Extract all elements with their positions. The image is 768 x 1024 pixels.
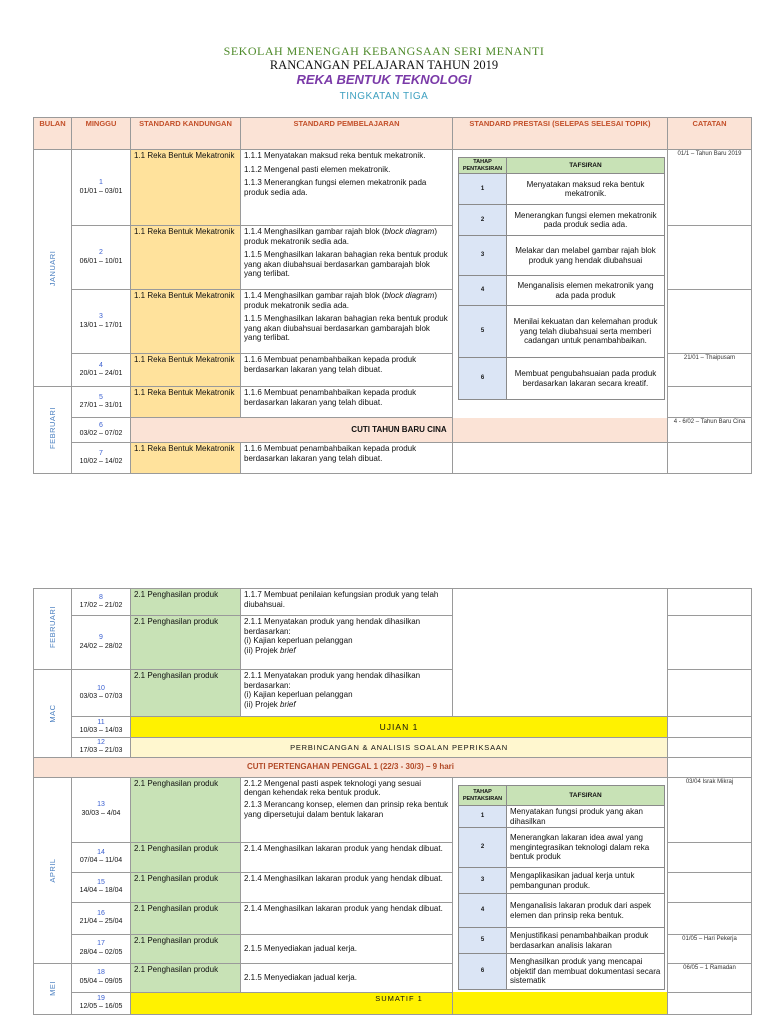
sk-cell: 2.1 Penghasilan produk: [131, 616, 241, 670]
school-name: SEKOLAH MENENGAH KEBANGSAAN SERI MENANTI: [223, 44, 545, 58]
sp-cell: 2.1.4 Menghasilkan lakaran produk yang hendak dibuat.: [241, 842, 453, 872]
week-cell: 18 05/04 – 09/05: [72, 963, 131, 992]
subject-title: REKA BENTUK TEKNOLOGI: [296, 72, 472, 87]
sk-cell: 2.1 Penghasilan produk: [131, 670, 241, 717]
col-week: MINGGU: [72, 118, 131, 150]
note-cell: [668, 387, 752, 418]
week-cell: 3 13/01 – 17/01: [72, 290, 131, 354]
table-row: [34, 757, 752, 777]
tahap-header: TAHAP PENTAKSIRAN: [459, 158, 507, 174]
level-cell: 6: [459, 358, 507, 400]
note-cell: [668, 717, 752, 738]
week-cell: 13 30/03 – 4/04: [72, 777, 131, 842]
desc-cell: Membuat pengubahsuaian pada produk berdasarkan lakaran secara kreatif.: [507, 358, 665, 400]
level-cell: 5: [459, 928, 507, 954]
table-row: [34, 418, 752, 443]
desc-cell: Mengaplikasikan jadual kerja untuk pembangunan produk.: [507, 868, 665, 894]
week-cell: 1 01/01 – 03/01: [72, 150, 131, 226]
month-cell: MAC: [34, 670, 72, 758]
desc-cell: Menerangkan fungsi elemen mekatronik pada produk sedia ada.: [507, 205, 665, 236]
table-header-row: [34, 118, 752, 150]
sumatif-banner: SUMATIF 1: [131, 992, 668, 1014]
assessment-table-2: [458, 785, 665, 990]
midterm-holiday-banner: CUTI PERTENGAHAN PENGGAL 1 (22/3 - 30/3) – 9 hari: [34, 757, 668, 777]
note-cell: 01/1 – Tahun Baru 2019: [668, 150, 752, 226]
sp-cell: 2.1.5 Menyediakan jadual kerja.: [241, 934, 453, 963]
desc-cell: Menghasilkan produk yang mencapai objektif dan membuat dokumentasi secara sistematik: [507, 954, 665, 990]
level-cell: 4: [459, 894, 507, 928]
level-cell: 6: [459, 954, 507, 990]
level-cell: 3: [459, 868, 507, 894]
week-cell: 19 12/05 – 16/05: [72, 992, 131, 1014]
week-cell: 4 20/01 – 24/01: [72, 354, 131, 387]
note-cell: [668, 738, 752, 758]
note-cell: [668, 443, 752, 474]
week-cell: 2 06/01 – 10/01: [72, 226, 131, 290]
note-cell: [668, 670, 752, 717]
week-cell: 12 17/03 – 21/03: [72, 738, 131, 758]
assessment-table-1: [458, 157, 665, 400]
sk-cell: 1.1 Reka Bentuk Mekatronik: [131, 226, 241, 290]
week-cell: 10 03/03 – 07/03: [72, 670, 131, 717]
sk-cell: 2.1 Penghasilan produk: [131, 934, 241, 963]
sk-cell: 2.1 Penghasilan produk: [131, 963, 241, 992]
table-row: [34, 717, 752, 738]
sk-cell: 1.1 Reka Bentuk Mekatronik: [131, 443, 241, 474]
note-cell: [668, 902, 752, 934]
desc-cell: Menganalisis elemen mekatronik yang ada pada produk: [507, 276, 665, 306]
col-sp: STANDARD PEMBELAJARAN: [241, 118, 453, 150]
sk-cell: 2.1 Penghasilan produk: [131, 842, 241, 872]
week-cell: 16 21/04 – 25/04: [72, 902, 131, 934]
sp-cell: 2.1.4 Menghasilkan lakaran produk yang hendak dibuat.: [241, 902, 453, 934]
week-cell: 14 07/04 – 11/04: [72, 842, 131, 872]
note-cell: 21/01 – Thaipusam: [668, 354, 752, 387]
desc-cell: Menjustifikasi penambahbaikan produk berdasarkan analisis lakaran: [507, 928, 665, 954]
level-cell: 1: [459, 806, 507, 828]
desc-cell: Menilai kekuatan dan kelemahan produk yang telah diubahsuai serta memberi cadangan untuk penambahbaikan.: [507, 306, 665, 358]
note-cell: [668, 842, 752, 872]
table-row: [34, 443, 752, 474]
week-cell: 9 24/02 – 28/02: [72, 616, 131, 670]
note-cell: 4 - 6/02 – Tahun Baru Cina: [668, 418, 752, 443]
sp-cell: 2.1.1 Menyatakan produk yang hendak dihasilkan berdasarkan: (i) Kajian keperluan pelanggan (ii) Projek brief: [241, 670, 453, 717]
sp-cell: 1.1.7 Membuat penilaian kefungsian produk yang telah diubahsuai.: [241, 589, 453, 616]
sp-cell: 1.1.6 Membuat penambahbaikan kepada produk berdasarkan lakaran yang telah dibuat.: [241, 387, 453, 418]
level-cell: 4: [459, 276, 507, 306]
week-cell: 6 03/02 – 07/02: [72, 418, 131, 443]
tafsiran-header: TAFSIRAN: [507, 158, 665, 174]
sk-cell: 1.1 Reka Bentuk Mekatronik: [131, 290, 241, 354]
form-title: TINGKATAN TIGA: [339, 91, 429, 102]
sp-cell: 2.1.1 Menyatakan produk yang hendak dihasilkan berdasarkan: (i) Kajian keperluan pelanggan (ii) Projek brief: [241, 616, 453, 670]
cny-holiday: CUTI TAHUN BARU CINA: [131, 418, 668, 443]
week-cell: 7 10/02 – 14/02: [72, 443, 131, 474]
plan-title: RANCANGAN PELAJARAN TAHUN 2019: [269, 58, 499, 72]
note-cell: [668, 872, 752, 902]
sp-cell: 2.1.2 Mengenal pasti aspek teknologi yang sesuai dengan kehendak reka bentuk produk. 2.1.3 Merancang konsep, elemen dan prinsip reka bentuk yang dipersetujui dalam bentuk lakaran: [241, 777, 453, 842]
sp-cell: 1.1.1 Menyatakan maksud reka bentuk mekatronik. 1.1.2 Mengenal pasti elemen mekatronik. 1.1.3 Menerangkan fungsi elemen mekatronik pada produk sedia ada.: [241, 150, 453, 226]
note-cell: 01/05 – Hari Pekerja: [668, 934, 752, 963]
week-cell: 8 17/02 – 21/02: [72, 589, 131, 616]
sk-cell: 1.1 Reka Bentuk Mekatronik: [131, 150, 241, 226]
sk-cell: 2.1 Penghasilan produk: [131, 872, 241, 902]
level-cell: 1: [459, 174, 507, 205]
sp-cell: 1.1.4 Menghasilkan gambar rajah blok (block diagram) produk mekatronik sedia ada. 1.1.5 Menghasilkan lakaran bahagian reka bentuk produk yang akan diubahsuai berdasarkan gambarajah blok yang terlibat.: [241, 290, 453, 354]
month-cell: APRIL: [34, 777, 72, 963]
note-cell: 06/05 – 1 Ramadan: [668, 963, 752, 992]
level-cell: 2: [459, 828, 507, 868]
note-cell: [668, 616, 752, 670]
month-cell: MEI: [34, 963, 72, 1014]
sp-cell: 1.1.6 Membuat penambahbaikan kepada produk berdasarkan lakaran yang telah dibuat.: [241, 443, 453, 474]
sp-cell: 1.1.6 Membuat penambahbaikan kepada produk berdasarkan lakaran yang telah dibuat.: [241, 354, 453, 387]
spr-cell: [453, 589, 668, 717]
note-cell: [668, 757, 752, 777]
week-cell: 5 27/01 – 31/01: [72, 387, 131, 418]
month-cell: JANUARI: [34, 150, 72, 387]
week-cell: 11 10/03 – 14/03: [72, 717, 131, 738]
spr-cell: [453, 443, 668, 474]
sk-cell: 1.1 Reka Bentuk Mekatronik: [131, 354, 241, 387]
table-row: [34, 589, 752, 616]
desc-cell: Menganalisis lakaran produk dari aspek elemen dan prinsip reka bentuk.: [507, 894, 665, 928]
exam-banner: UJIAN 1: [131, 717, 668, 738]
sk-cell: 2.1 Penghasilan produk: [131, 902, 241, 934]
col-sk: STANDARD KANDUNGAN: [131, 118, 241, 150]
desc-cell: Menyatakan fungsi produk yang akan dihasilkan: [507, 806, 665, 828]
week-cell: 15 14/04 – 18/04: [72, 872, 131, 902]
note-cell: [668, 226, 752, 290]
desc-cell: Menerangkan lakaran idea awal yang mengintegrasikan teknologi dalam reka bentuk produk: [507, 828, 665, 868]
table-row: [34, 738, 752, 758]
sk-cell: 2.1 Penghasilan produk: [131, 589, 241, 616]
month-cell: FEBRUARI: [34, 589, 72, 670]
tahap-header: TAHAP PENTAKSIRAN: [459, 786, 507, 806]
level-cell: 3: [459, 236, 507, 276]
table-row: [34, 992, 752, 1014]
sk-cell: 1.1 Reka Bentuk Mekatronik: [131, 387, 241, 418]
note-cell: [668, 589, 752, 616]
sp-cell: 2.1.5 Menyediakan jadual kerja.: [241, 963, 453, 992]
note-cell: 03/04 Israk Mikraj: [668, 777, 752, 842]
sp-cell: 1.1.4 Menghasilkan gambar rajah blok (block diagram) produk mekatronik sedia ada. 1.1.5 Menghasilkan lakaran bahagian reka bentuk produk yang akan diubahsuai berdasarkan gambarajah blok yang terlibat.: [241, 226, 453, 290]
desc-cell: Menyatakan maksud reka bentuk mekatronik.: [507, 174, 665, 205]
sk-cell: 2.1 Penghasilan produk: [131, 777, 241, 842]
tafsiran-header: TAFSIRAN: [507, 786, 665, 806]
month-cell: FEBRUARI: [34, 387, 72, 474]
level-cell: 2: [459, 205, 507, 236]
col-month: BULAN: [34, 118, 72, 150]
col-spr: STANDARD PRESTASI (SELEPAS SELESAI TOPIK): [453, 118, 668, 150]
discussion-banner: PERBINCANGAN & ANALISIS SOALAN PEPRIKSAAN: [131, 738, 668, 758]
week-cell: 17 28/04 – 02/05: [72, 934, 131, 963]
sp-cell: 2.1.4 Menghasilkan lakaran produk yang hendak dibuat.: [241, 872, 453, 902]
note-cell: [668, 290, 752, 354]
col-notes: CATATAN: [668, 118, 752, 150]
note-cell: [668, 992, 752, 1014]
desc-cell: Melakar dan melabel gambar rajah blok produk yang hendak diubahsuai: [507, 236, 665, 276]
level-cell: 5: [459, 306, 507, 358]
